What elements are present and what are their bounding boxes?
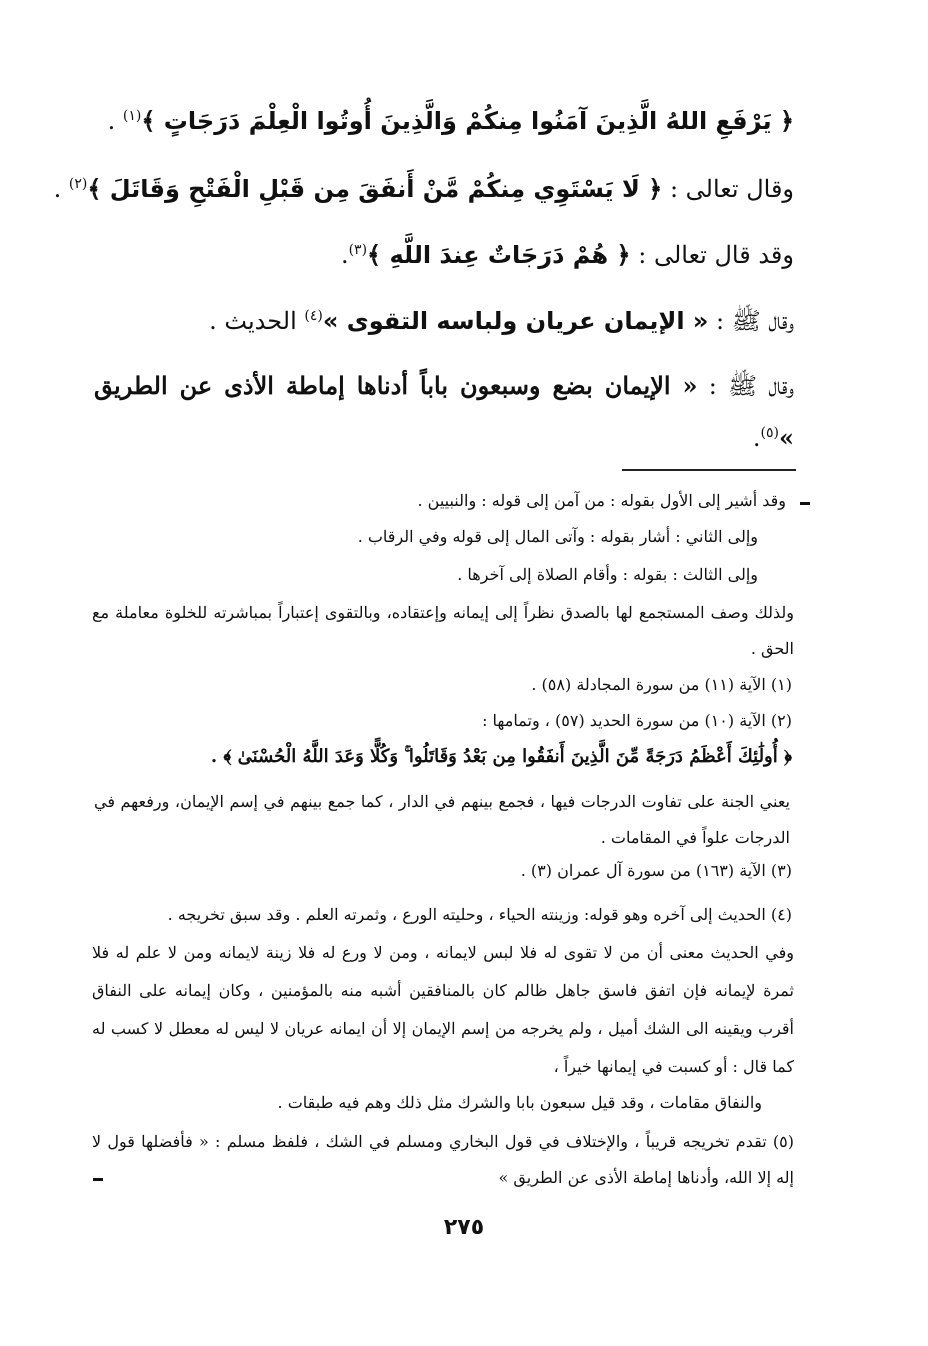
footnote-intro-4: ولذلك وصف المستجمع لها بالصدق نظراً إلى إيمانه وإعتقاده، وبالتقوى إعتباراً بمباشرته للخلوة معاملة مع الحق . [92, 603, 794, 658]
hadith-paragraph-5 [94, 360, 794, 464]
line5-intro: وقال ﷺ : [697, 372, 794, 400]
footnote-ref-1: (١) [122, 108, 142, 124]
line1-end: . [107, 107, 123, 135]
verse-line-1 [108, 104, 794, 138]
footnote-5: (٥) تقدم تخريجه قريباً ، والإختلاف في قول البخاري ومسلم في الشك ، فلفظ مسلم : « فأفضلها قول لا إله إلا الله، وأدناها إماطة الأذى عن الطريق » [92, 1132, 794, 1187]
line2-end: . [53, 175, 69, 203]
footnote-ref-5: (٥) [760, 425, 779, 441]
footnote-intro-2: وإلى الثاني : أشار بقوله : وآتى المال إلى قوله وفي الرقاب . [357, 527, 758, 546]
verse-line-3 [341, 238, 794, 272]
footnote-ref-4: (٤) [304, 308, 323, 324]
line3-end: . [340, 241, 349, 269]
footnote-4-body: وفي الحديث معنى أن من لا تقوى له فلا لبس لايمانه ، ومن لا ورع له فلا زينة لايمانه ومن لا علم له فلا ثمرة لإيمانه فإن اتفق فاسق جاهل ظالم كان بالمنافقين أشبه منه بالمؤمنين ، وكان إيمانه على النفاق أقرب ويقينه الى الشك أميل ، ولم يخرجه من إسم الإيمان إلا أن ايمانه عريان لا ليس له معطل لا كسب له كما قال : أو كسبت في إيمانها خيراً ، [92, 943, 795, 1076]
line2-intro: وقال تعالى : [662, 175, 794, 203]
line4-intro: وقال ﷺ : [708, 307, 794, 335]
quran-verse-3: ﴿ هُمْ دَرَجَاتٌ عِندَ اللَّهِ ﴾ [367, 241, 631, 269]
footnote-2: (٢) الآية (١٠) من سورة الحديد (٥٧) ، وتمامها : [482, 711, 792, 730]
footnote-separator [622, 469, 796, 471]
footnote-intro-1: وقد أشير إلى الأول بقوله : من آمن إلى قوله : والنبيين . [417, 491, 786, 510]
footnote-4: (٤) الحديث إلى آخره وهو قوله: وزينته الحياء ، وحليته الورع ، وثمرته العلم . وقد سبق تخريجه . [167, 905, 792, 924]
footnote-intro-3: وإلى الثالث : بقوله : وأقام الصلاة إلى آخرها . [457, 565, 758, 584]
footnote-2-note: يعني الجنة على تفاوت الدرجات فيها ، فجمع بينهم في الدار ، كما جمع بينهم في إسم الإيمان، ورفعهم في الدرجات علواً في المقامات . [94, 792, 790, 847]
verse-line-2 [54, 172, 794, 206]
quran-verse-2: ﴿ لَا يَسْتَوِي مِنكُمْ مَّنْ أَنفَقَ مِن قَبْلِ الْفَتْحِ وَقَاتَلَ ﴾ [87, 175, 663, 203]
hadith-quote-5: « الإيمان بضع وسبعون باباً أدناها إماطة الأذى عن الطريق » [94, 371, 794, 452]
hadith-line-4 [209, 304, 794, 338]
line4-end: الحديث . [209, 307, 305, 335]
quran-verse-1: ﴿ يَرْفَعِ اللهُ الَّذِينَ آمَنُوا مِنكُمْ وَالَّذِينَ أُوتُوا الْعِلْمَ دَرَجَاتٍ ﴾ [141, 107, 794, 135]
footnote-ref-3: (٣) [348, 242, 368, 258]
footnote-2-quran: ﴿ أُولَٰئِكَ أَعْظَمُ دَرَجَةً مِّنَ الَّذِينَ أَنفَقُوا مِن بَعْدُ وَقَاتَلُوا ۚ وَكُلًّا وَعَدَ اللَّهُ الْحُسْنَىٰ ﴾ . [210, 746, 792, 767]
footnote-end-dash [93, 1178, 103, 1181]
footnote-1: (١) الآية (١١) من سورة المجادلة (٥٨) . [531, 675, 792, 694]
line5-end: . [752, 424, 761, 452]
footnote-3: (٣) الآية (١٦٣) من سورة آل عمران (٣) . [520, 861, 792, 880]
footnote-dash-marker [800, 502, 810, 505]
footnote-ref-2: (٢) [68, 176, 88, 192]
hadith-quote-4: « الإيمان عريان ولباسه التقوى » [322, 307, 709, 335]
page-number: ٢٧٥ [443, 1215, 485, 1240]
line3-intro: وقد قال تعالى : [630, 241, 794, 269]
footnote-4-end: والنفاق مقامات ، وقد قيل سبعون بابا والشرك مثل ذلك وهم فيه طبقات . [277, 1093, 762, 1112]
